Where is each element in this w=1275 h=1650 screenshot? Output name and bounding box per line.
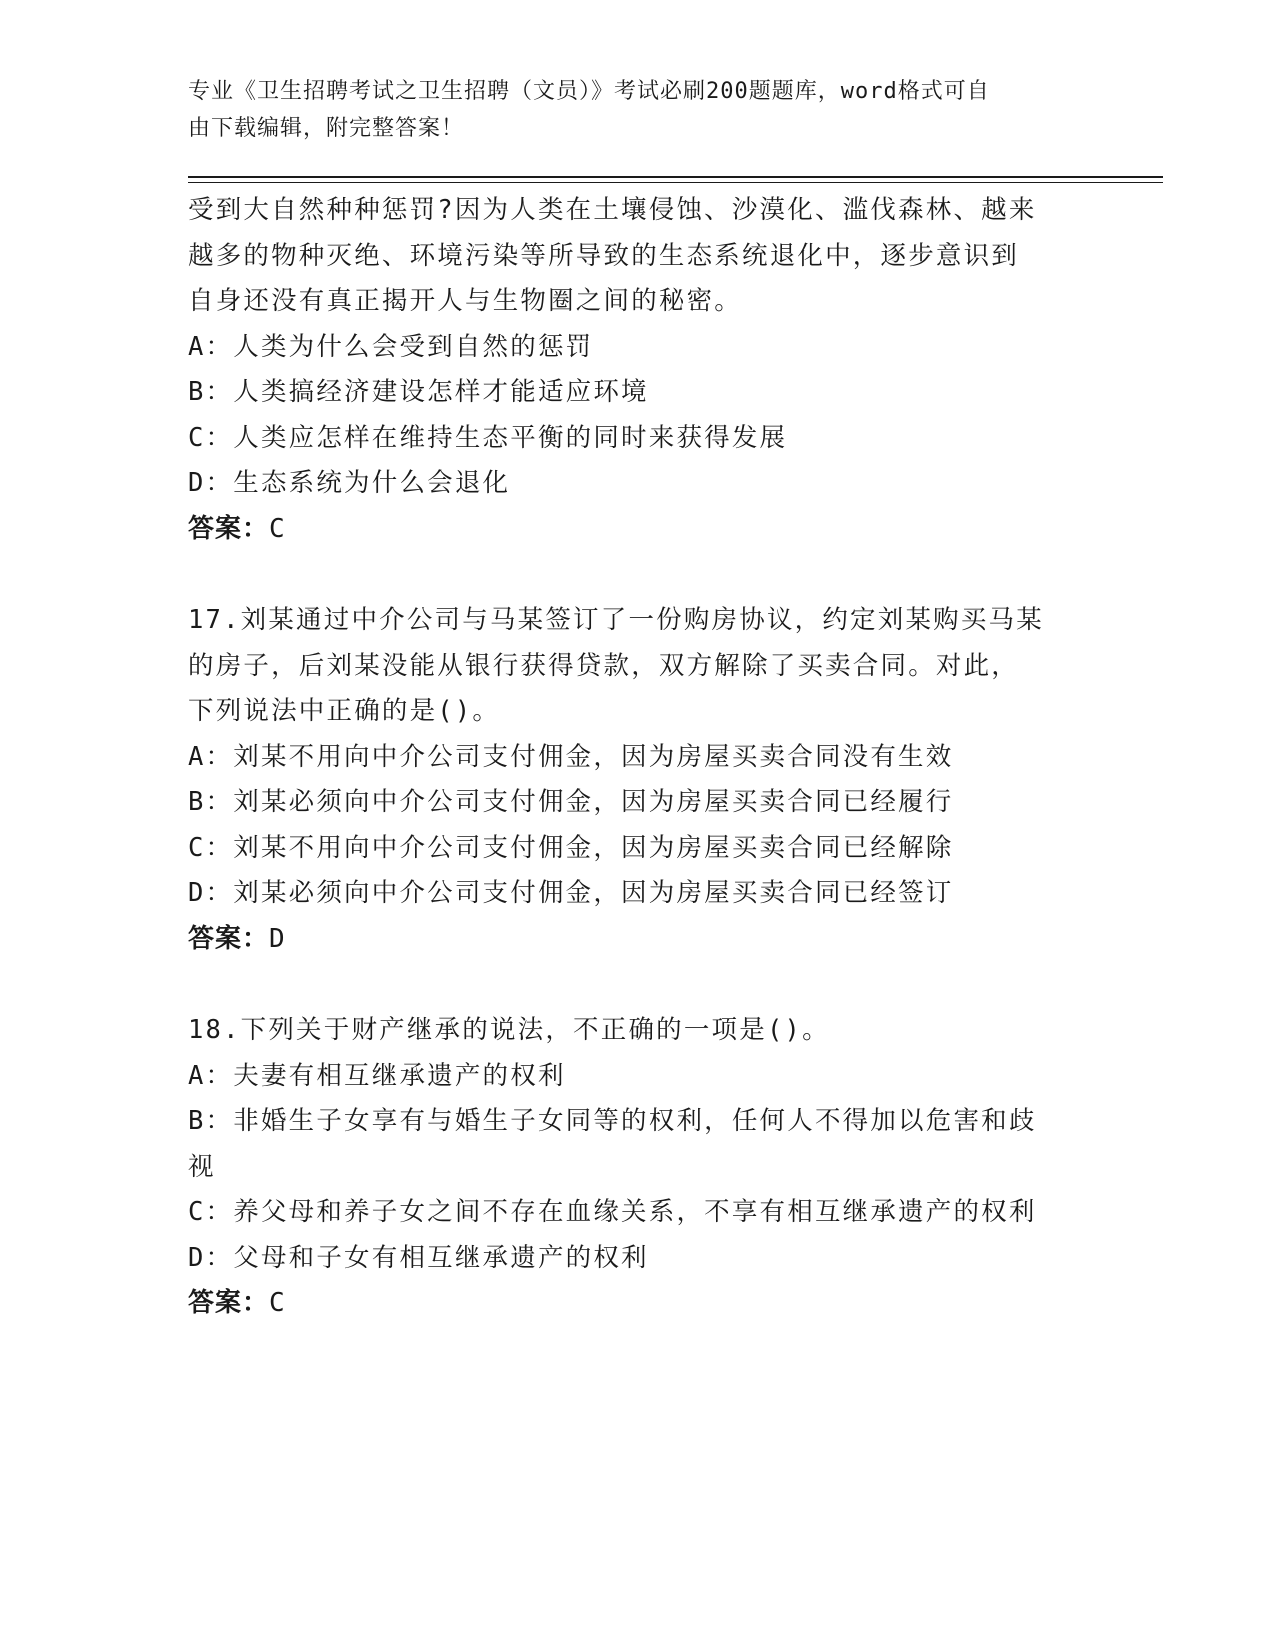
- answer-label: 答案：: [188, 1288, 270, 1318]
- answer-line: [188, 1281, 1088, 1327]
- document-page: [188, 0, 1163, 1650]
- answer-line: [188, 507, 1088, 553]
- spacer: [188, 552, 1088, 598]
- header-line-1: 专业《卫生招聘考试之卫生招聘（文员）》考试必刷200题题库，word格式可自: [188, 79, 990, 104]
- option-c: C：刘某不用向中介公司支付佣金，因为房屋买卖合同已经解除: [188, 832, 954, 863]
- question-stem-line: 17.刘某通过中介公司与马某签订了一份购房协议，约定刘某购买马某: [188, 605, 1044, 635]
- document-body: [188, 188, 1088, 1327]
- answer-label: 答案：: [188, 513, 270, 544]
- option-d: D：刘某必须向中介公司支付佣金，因为房屋买卖合同已经签订: [188, 878, 954, 908]
- option-c: C：人类应怎样在维持生态平衡的同时来获得发展: [188, 422, 788, 453]
- answer-value: D: [269, 923, 286, 954]
- question-stem-line: 的房子，后刘某没能从银行获得贷款，双方解除了买卖合同。对此，: [188, 650, 1020, 681]
- question-18: [188, 1008, 1088, 1327]
- option-c: C：养父母和养子女之间不存在血缘关系，不享有相互继承遗产的权利: [188, 1197, 1037, 1227]
- option-b: B：人类搞经济建设怎样才能适应环境: [188, 377, 649, 407]
- header-rule-thin: [188, 182, 1163, 183]
- header-rule-thick: [188, 176, 1163, 178]
- question-stem-line: 下列说法中正确的是()。: [188, 696, 501, 726]
- question-17: [188, 598, 1088, 962]
- option-d: D：生态系统为什么会退化: [188, 468, 511, 498]
- header-line-2: 由下载编辑，附完整答案！: [188, 116, 465, 141]
- option-d: D：父母和子女有相互继承遗产的权利: [188, 1242, 649, 1273]
- option-b-continued: 视: [188, 1151, 216, 1182]
- answer-line: [188, 917, 1088, 963]
- question-16: [188, 188, 1088, 552]
- option-a: A：夫妻有相互继承遗产的权利: [188, 1060, 566, 1091]
- question-stem-line: 受到大自然种种惩罚?因为人类在土壤侵蚀、沙漠化、滥伐森林、越来: [188, 195, 1037, 225]
- option-b: B：刘某必须向中介公司支付佣金，因为房屋买卖合同已经履行: [188, 787, 954, 817]
- question-stem-line: 18.下列关于财产继承的说法，不正确的一项是()。: [188, 1015, 830, 1045]
- answer-label: 答案：: [188, 923, 270, 954]
- answer-value: C: [269, 513, 286, 544]
- option-b: B：非婚生子女享有与婚生子女同等的权利，任何人不得加以危害和歧: [188, 1106, 1037, 1136]
- document-header: [188, 73, 1088, 147]
- spacer: [188, 962, 1088, 1008]
- question-stem-line: 越多的物种灭绝、环境污染等所导致的生态系统退化中，逐步意识到: [188, 240, 1020, 271]
- option-a: A：人类为什么会受到自然的惩罚: [188, 331, 594, 362]
- option-a: A：刘某不用向中介公司支付佣金，因为房屋买卖合同没有生效: [188, 741, 954, 772]
- answer-value: C: [269, 1288, 286, 1318]
- question-stem-line: 自身还没有真正揭开人与生物圈之间的秘密。: [188, 286, 743, 316]
